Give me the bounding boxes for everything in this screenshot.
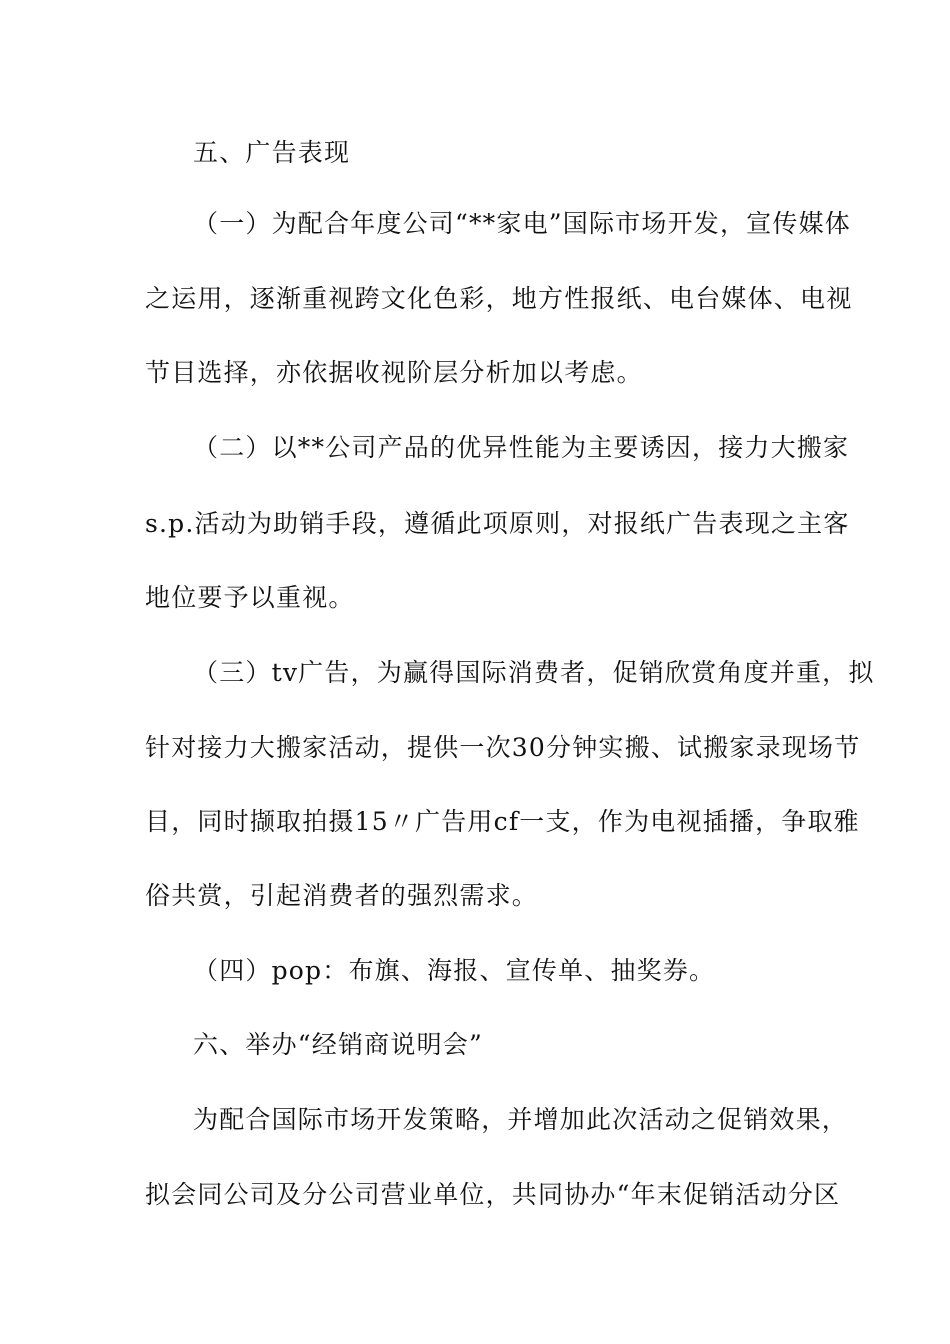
paragraph-line: （二）以**公司产品的优异性能为主要诱因，接力大搬家: [193, 433, 850, 462]
section-heading-5: 五、广告表现: [193, 138, 351, 167]
paragraph-line: 节目选择，亦依据收视阶层分析加以考虑。: [145, 358, 643, 387]
paragraph-line: 针对接力大搬家活动，提供一次30分钟实搬、试搬家录现场节: [145, 733, 861, 762]
paragraph-line: 目，同时撷取拍摄15〃广告用cf一支，作为电视插播，争取雅: [145, 807, 860, 836]
paragraph-line: 拟会同公司及分公司营业单位，共同协办“年末促销活动分区: [145, 1180, 841, 1209]
paragraph-line: 之运用，逐渐重视跨文化色彩，地方性报纸、电台媒体、电视: [145, 284, 853, 313]
section-heading-6: 六、举办“经销商说明会”: [193, 1030, 483, 1059]
paragraph-line: （四）pop：布旗、海报、宣传单、抽奖券。: [193, 956, 716, 985]
paragraph-line: （一）为配合年度公司“**家电”国际市场开发，宣传媒体: [193, 209, 851, 238]
paragraph-line: s.p.活动为助销手段，遵循此项原则，对报纸广告表现之主客: [145, 509, 850, 538]
paragraph-line: （三）tv广告，为赢得国际消费者，促销欣赏角度并重，拟: [193, 658, 875, 687]
paragraph-line: 为配合国际市场开发策略，并增加此次活动之促销效果，: [193, 1105, 849, 1134]
paragraph-line: 俗共赏，引起消费者的强烈需求。: [145, 881, 539, 910]
paragraph-line: 地位要予以重视。: [145, 583, 355, 612]
